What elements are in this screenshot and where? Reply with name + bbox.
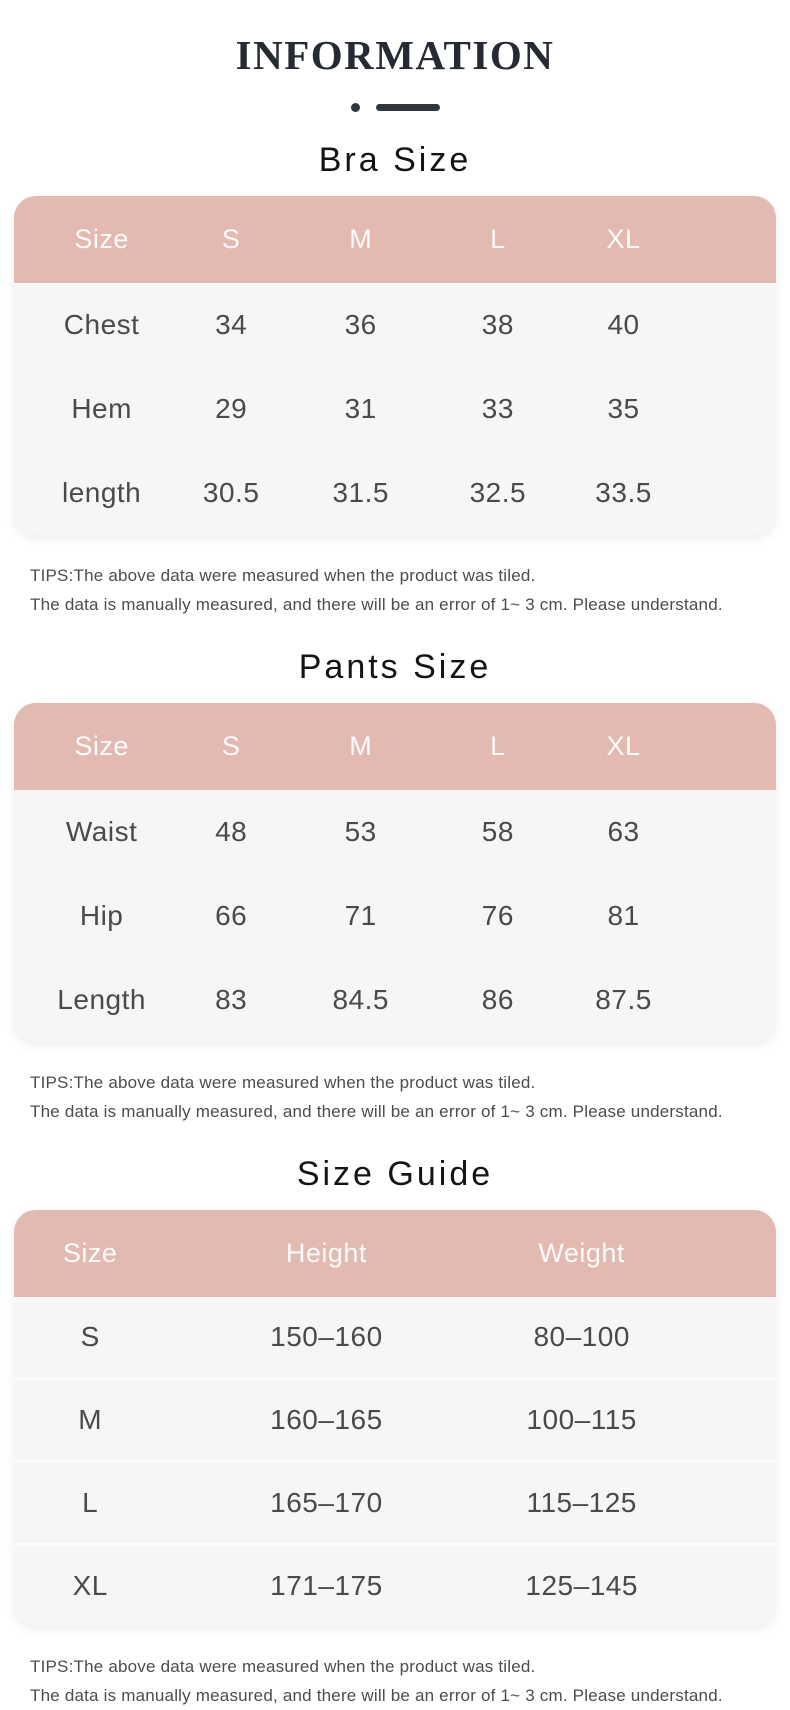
value-cell: 29 — [215, 393, 248, 424]
value-cell: 31.5 — [332, 477, 389, 508]
section-title-pants-size: Pants Size — [298, 648, 492, 686]
value-cell: 100–115 — [526, 1404, 637, 1435]
column-header-l: L — [490, 224, 506, 254]
value-cell: 80–100 — [533, 1321, 630, 1352]
column-header-m: M — [349, 224, 373, 254]
divider-dot-icon — [351, 103, 360, 112]
row-label: XL — [72, 1570, 108, 1601]
pants-size-table-header — [14, 703, 776, 790]
value-cell: 125–145 — [525, 1570, 638, 1601]
size-guide-row-xl — [14, 1543, 776, 1626]
value-cell: 71 — [344, 900, 377, 931]
value-cell: 38 — [481, 309, 514, 340]
size-guide-row-l — [14, 1460, 776, 1543]
value-cell: 86 — [481, 984, 514, 1015]
value-cell: 115–125 — [526, 1487, 637, 1518]
value-cell: 58 — [481, 816, 514, 847]
value-cell: 171–175 — [270, 1570, 383, 1601]
section-size-guide — [0, 1154, 790, 1710]
value-cell: 84.5 — [332, 984, 389, 1015]
size-guide-row-m — [14, 1377, 776, 1460]
value-cell: 165–170 — [270, 1487, 383, 1518]
bra-size-row-chest — [14, 283, 776, 367]
pants-size-tips-note — [30, 1068, 760, 1126]
value-cell: 83 — [215, 984, 248, 1015]
tips-line-2: The data is manually measured, and there will be an error of 1~ 3 cm. Please understand. — [30, 595, 723, 614]
pants-size-table — [14, 703, 776, 1042]
column-header-xl: XL — [606, 224, 641, 254]
row-label: Length — [57, 984, 146, 1015]
row-label: Hip — [79, 900, 124, 931]
value-cell: 34 — [215, 309, 248, 340]
value-cell: 40 — [607, 309, 640, 340]
tips-line-1: TIPS:The above data were measured when the product was tiled. — [30, 566, 536, 585]
tips-line-1: TIPS:The above data were measured when the product was tiled. — [30, 1657, 536, 1676]
value-cell: 63 — [607, 816, 640, 847]
tips-line-2: The data is manually measured, and there will be an error of 1~ 3 cm. Please understand. — [30, 1102, 723, 1121]
column-header-size: Size — [62, 1238, 118, 1268]
column-header-size: Size — [74, 224, 129, 254]
column-header-size: Size — [74, 731, 129, 761]
bra-size-table — [14, 196, 776, 535]
column-header-l: L — [490, 731, 506, 761]
value-cell: 66 — [215, 900, 248, 931]
pants-size-row-waist — [14, 790, 776, 874]
bra-size-row-length — [14, 451, 776, 535]
section-title-size-guide: Size Guide — [296, 1155, 494, 1193]
value-cell: 87.5 — [595, 984, 652, 1015]
size-guide-row-s — [14, 1297, 776, 1377]
value-cell: 31 — [344, 393, 377, 424]
size-guide-table — [14, 1210, 776, 1626]
tips-line-1: TIPS:The above data were measured when the product was tiled. — [30, 1073, 536, 1092]
value-cell: 30.5 — [202, 477, 260, 508]
column-header-xl: XL — [606, 731, 641, 761]
pants-size-row-length — [14, 958, 776, 1042]
bra-size-tips-note — [30, 561, 760, 619]
column-header-height: Height — [285, 1238, 367, 1268]
row-label: M — [78, 1404, 103, 1435]
column-header-s: S — [221, 224, 241, 254]
tips-line-2: The data is manually measured, and there will be an error of 1~ 3 cm. Please understand. — [30, 1686, 723, 1705]
pants-size-row-hip — [14, 874, 776, 958]
row-label: Chest — [63, 309, 140, 340]
value-cell: 36 — [344, 309, 377, 340]
size-guide-table-header — [14, 1210, 776, 1297]
column-header-s: S — [221, 731, 241, 761]
bra-size-table-header — [14, 196, 776, 283]
column-header-weight: Weight — [538, 1238, 625, 1268]
value-cell: 81 — [607, 900, 640, 931]
size-guide-tips-note — [30, 1652, 760, 1710]
row-label: S — [80, 1321, 100, 1352]
value-cell: 53 — [344, 816, 377, 847]
value-cell: 48 — [215, 816, 248, 847]
row-label: Hem — [71, 393, 132, 424]
value-cell: 35 — [607, 393, 640, 424]
page-title: INFORMATION — [235, 32, 555, 78]
value-cell: 32.5 — [469, 477, 527, 508]
title-divider — [0, 102, 790, 112]
section-title-bra-size: Bra Size — [318, 141, 472, 179]
value-cell: 160–165 — [270, 1404, 383, 1435]
value-cell: 150–160 — [270, 1321, 383, 1352]
row-label: L — [82, 1487, 99, 1518]
value-cell: 33.5 — [595, 477, 652, 508]
section-pants-size — [0, 647, 790, 1126]
column-header-m: M — [349, 731, 373, 761]
row-label: Waist — [65, 816, 138, 847]
divider-dash-icon — [376, 104, 440, 111]
value-cell: 76 — [481, 900, 514, 931]
section-bra-size — [0, 140, 790, 619]
bra-size-row-hem — [14, 367, 776, 451]
size-sections-container — [0, 140, 790, 1710]
value-cell: 33 — [481, 393, 514, 424]
row-label: length — [61, 477, 142, 508]
